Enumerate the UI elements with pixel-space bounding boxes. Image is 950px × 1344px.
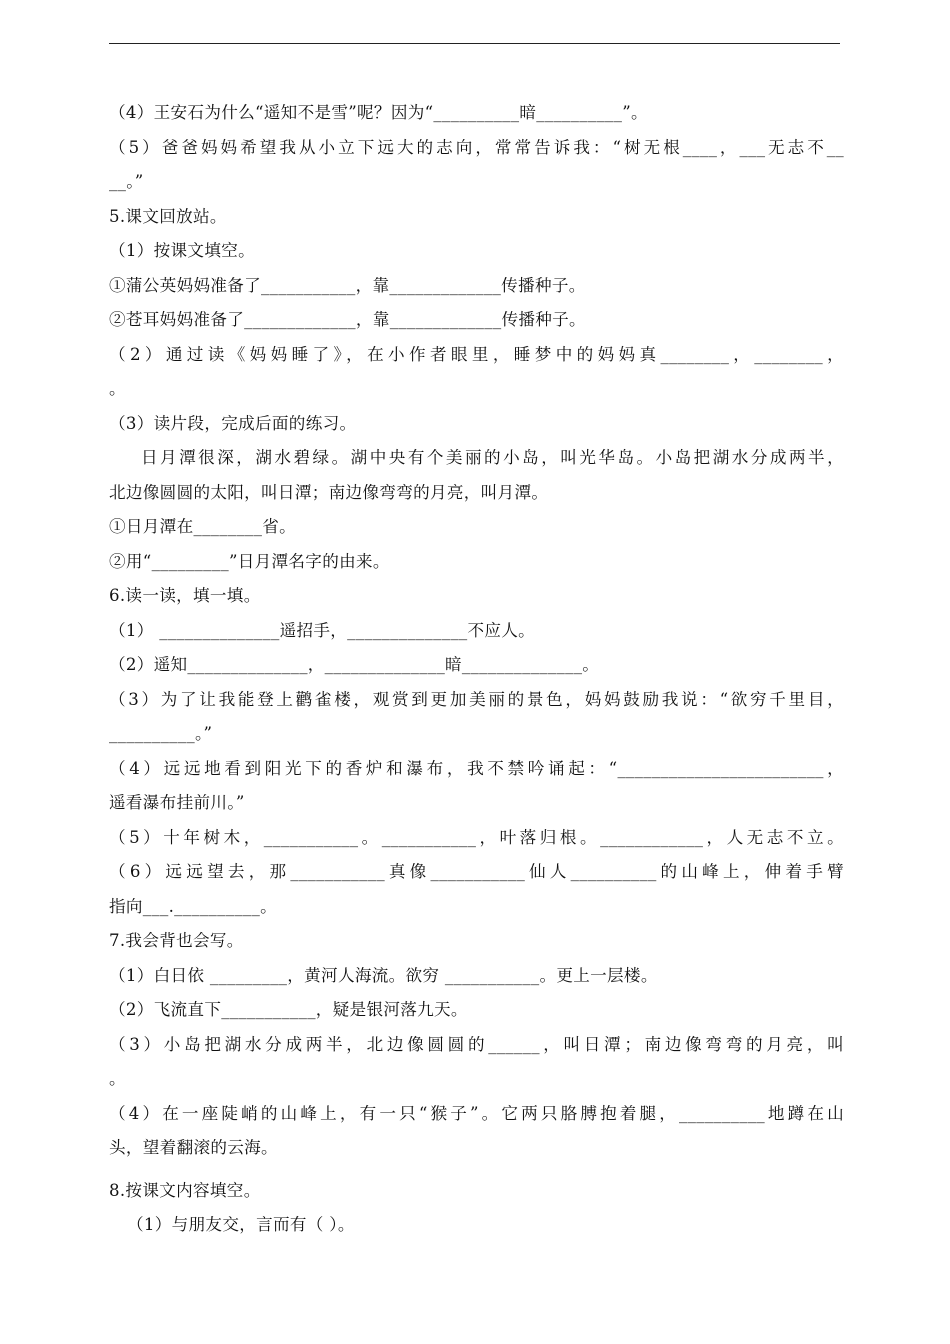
q4-4-line: （4）王安石为什么“遥知不是雪”呢？因为“__________暗__________”。 bbox=[109, 103, 648, 122]
q5-1-item-2: ②苍耳妈妈准备了_____________，靠_____________传播种子。 bbox=[109, 310, 586, 329]
q5-3-item-2: ②用“_________”日月潭名字的由来。 bbox=[109, 551, 390, 571]
section-7-heading: 7.我会背也会写。 bbox=[109, 931, 244, 950]
q6-5-line: （5）十年树木，___________。___________，叶落归根。____________，人无志不立。 bbox=[109, 827, 844, 847]
q7-1-line: （1）白日依 _________，黄河人海流。欲穷 ___________。更上一层楼。 bbox=[109, 965, 658, 985]
q6-6-line-cont: 指向___.__________。 bbox=[109, 896, 278, 916]
q5-1-item-1: ①蒲公英妈妈准备了___________，靠_____________传播种子。 bbox=[109, 275, 586, 295]
q7-4-line: （4）在一座陡峭的山峰上，有一只“猴子”。它两只胳膊抱着腿，__________地蹲在山 bbox=[109, 1103, 844, 1123]
q7-3-line-cont: 。 bbox=[109, 1069, 126, 1088]
q4-5-line: （5）爸爸妈妈希望我从小立下远大的志向，常常告诉我：“树无根____，___无志不__ bbox=[109, 137, 844, 157]
q6-4-line: （4）远远地看到阳光下的香炉和瀑布，我不禁吟诵起：“________________________， bbox=[109, 758, 844, 778]
worksheet-body bbox=[109, 96, 844, 1243]
passage-line-1: 日月潭很深，湖水碧绿。湖中央有个美丽的小岛，叫光华岛。小岛把湖水分成两半， bbox=[141, 448, 844, 467]
section-8-heading: 8.按课文内容填空。 bbox=[109, 1180, 261, 1200]
q6-4-line-cont: 遥看瀑布挂前川。” bbox=[109, 793, 245, 812]
q5-3-item-1: ①日月潭在________省。 bbox=[109, 517, 297, 536]
q6-1-line: （1） ______________遥招手，______________不应人。 bbox=[109, 620, 536, 640]
q7-4-line-cont: 头，望着翻滚的云海。 bbox=[109, 1138, 278, 1157]
q6-3-line: （3）为了让我能登上鹳雀楼，观赏到更加美丽的景色，妈妈鼓励我说：“欲穷千里目， bbox=[109, 689, 844, 709]
q7-2-line: （2）飞流直下___________，疑是银河落九天。 bbox=[109, 1000, 468, 1019]
section-6-heading: 6.读一读，填一填。 bbox=[109, 586, 261, 605]
q5-2-line-cont: 。 bbox=[109, 379, 126, 398]
q5-2-line: （2）通过读《妈妈睡了》，在小作者眼里，睡梦中的妈妈真________，________， bbox=[109, 344, 844, 364]
q5-3-line: （3）读片段，完成后面的练习。 bbox=[109, 413, 357, 433]
header-rule bbox=[109, 43, 840, 44]
q6-6-line: （6）远远望去，那___________真像___________仙人__________的山峰上，伸着手臂 bbox=[109, 862, 844, 881]
section-5-heading: 5.课文回放站。 bbox=[109, 206, 227, 226]
q5-1-line: （1）按课文填空。 bbox=[109, 241, 256, 260]
q4-5-line-cont: __。” bbox=[109, 172, 144, 191]
q7-3-line: （3）小岛把湖水分成两半，北边像圆圆的______，叫日潭；南边像弯弯的月亮，叫 bbox=[109, 1034, 844, 1054]
q6-2-line: （2）遥知______________，______________暗______________。 bbox=[109, 655, 600, 674]
q6-3-line-cont: __________。” bbox=[109, 724, 213, 743]
passage-line-2: 北边像圆圆的太阳，叫日潭；南边像弯弯的月亮，叫月潭。 bbox=[109, 482, 549, 502]
q8-1-line: （1）与朋友交，言而有（ ）。 bbox=[127, 1215, 355, 1234]
